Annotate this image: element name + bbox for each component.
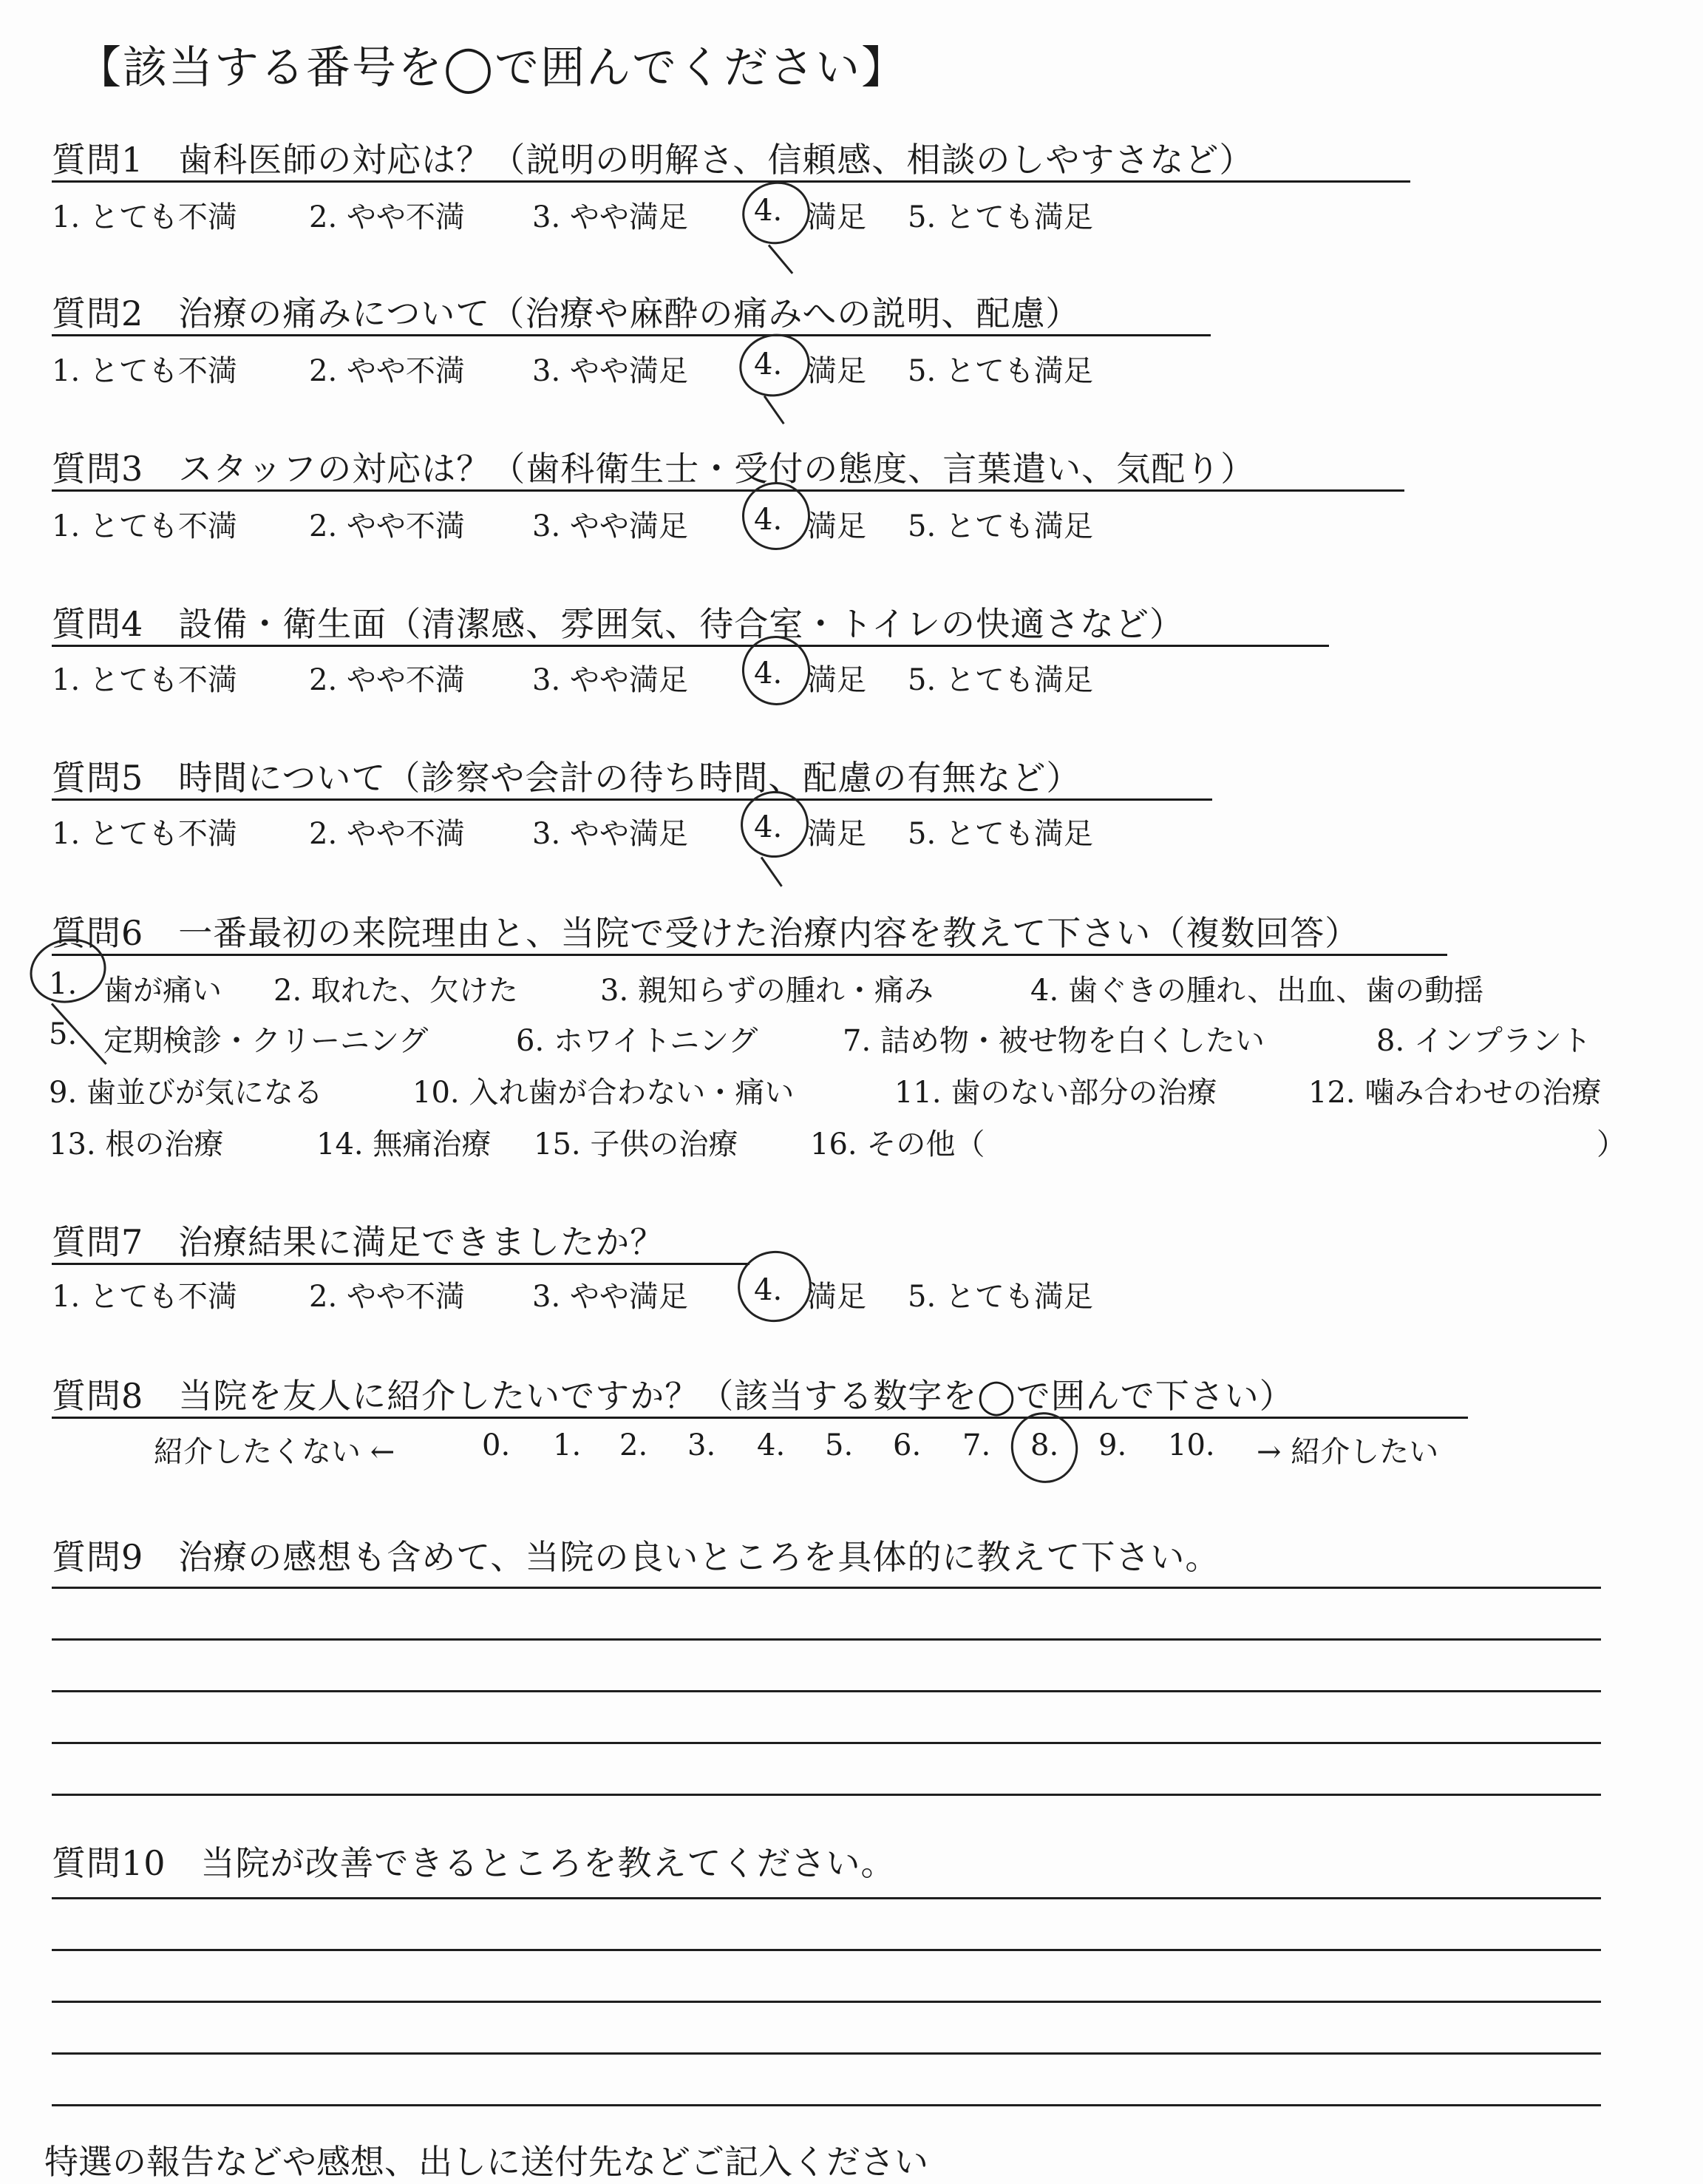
question-3-title: 質問3 スタッフの対応は？（歯科衛生士・受付の態度、言葉遣い、気配り） [52, 449, 1256, 489]
q5-option-2[interactable]: 2. やや不満 [309, 817, 465, 851]
q6-option-12[interactable]: 12. 噛み合わせの治療 [1308, 1076, 1602, 1110]
answer-line [52, 2001, 1601, 2003]
q8-option-7[interactable]: 7. [962, 1428, 991, 1462]
q4-option-5[interactable]: 5. とても満足 [908, 663, 1093, 697]
q3-option-4[interactable]: 4. [754, 503, 783, 537]
q8-option-3[interactable]: 3. [687, 1428, 716, 1462]
q7-selection-circle [730, 1243, 819, 1329]
q8-option-8[interactable]: 8. [1030, 1428, 1059, 1462]
q6-option-7[interactable]: 7. 詰め物・被せ物を白くしたい [843, 1024, 1265, 1058]
q3-option-5[interactable]: 5. とても満足 [908, 509, 1093, 543]
q8-option-2[interactable]: 2. [619, 1428, 648, 1462]
q6-option-10[interactable]: 10. 入れ歯が合わない・痛い [412, 1076, 795, 1110]
answer-line [52, 1690, 1601, 1692]
q8-option-10[interactable]: 10. [1168, 1428, 1215, 1462]
question-5-title: 質問5 時間について（診察や会計の待ち時間、配慮の有無など） [52, 758, 1081, 798]
q6-option-15[interactable]: 15. 子供の治療 [534, 1127, 738, 1161]
question-1-underline [52, 180, 1410, 183]
q5-option-5[interactable]: 5. とても満足 [908, 817, 1093, 851]
q3-option-2[interactable]: 2. やや不満 [309, 509, 465, 543]
q6-option-9[interactable]: 9. 歯並びが気になる [49, 1076, 323, 1110]
q7-option-5[interactable]: 5. とても満足 [908, 1280, 1093, 1314]
q1-option-2[interactable]: 2. やや不満 [309, 200, 465, 234]
question-2-underline [52, 334, 1211, 336]
q6-option-16[interactable]: 16. その他（ [810, 1127, 985, 1161]
q3-option-1[interactable]: 1. とても不満 [52, 509, 237, 543]
q8-left-label: 紹介したくない ← [154, 1435, 395, 1469]
q8-option-4[interactable]: 4. [757, 1428, 786, 1462]
q5-option-4-label: 満足 [807, 817, 866, 851]
q2-option-3[interactable]: 3. やや満足 [532, 354, 688, 388]
q7-option-4-label: 満足 [807, 1280, 866, 1314]
q8-option-5[interactable]: 5. [825, 1428, 854, 1462]
answer-line [52, 1742, 1601, 1744]
q1-option-4[interactable]: 4. [754, 194, 783, 228]
q2-selection-stroke [764, 396, 785, 424]
q2-selection-circle [732, 327, 816, 404]
q1-option-3[interactable]: 3. やや満足 [532, 200, 688, 234]
question-9-title: 質問9 治療の感想も含めて、当院の良いところを具体的に教えて下さい。 [52, 1537, 1220, 1577]
q8-option-0[interactable]: 0. [482, 1428, 511, 1462]
q7-option-1[interactable]: 1. とても不満 [52, 1280, 237, 1314]
answer-line [52, 1897, 1601, 1899]
answer-line [52, 1794, 1601, 1796]
answer-line [52, 1949, 1601, 1951]
form-heading: 【該当する番号を◯で囲んでください】 [77, 42, 908, 94]
question-2-title: 質問2 治療の痛みについて（治療や麻酔の痛みへの説明、配慮） [52, 294, 1081, 333]
q7-option-2[interactable]: 2. やや不満 [309, 1280, 465, 1314]
q4-option-4[interactable]: 4. [754, 657, 783, 691]
q4-option-1[interactable]: 1. とても不満 [52, 663, 237, 697]
q1-option-4-label: 満足 [807, 200, 866, 234]
q8-option-1[interactable]: 1. [553, 1428, 582, 1462]
question-6-title: 質問6 一番最初の来院理由と、当院で受けた治療内容を教えて下さい（複数回答） [52, 913, 1360, 953]
answer-line [52, 1587, 1601, 1589]
q7-option-3[interactable]: 3. やや満足 [532, 1280, 688, 1314]
q6-option-3[interactable]: 3. 親知らずの腫れ・痛み [600, 974, 934, 1008]
answer-line [52, 2052, 1601, 2055]
q2-option-1[interactable]: 1. とても不満 [52, 354, 237, 388]
answer-line [52, 1638, 1601, 1641]
q8-right-label: → 紹介したい [1257, 1435, 1439, 1469]
q2-option-2[interactable]: 2. やや不満 [309, 354, 465, 388]
q6-option-1[interactable]: 1. [49, 967, 78, 1001]
q1-selection-stroke [768, 245, 793, 274]
question-3-underline [52, 489, 1404, 492]
q4-option-4-label: 満足 [807, 663, 866, 697]
q6-option-5[interactable]: 5. [49, 1017, 78, 1051]
q6-option-14[interactable]: 14. 無痛治療 [316, 1127, 492, 1161]
q8-option-6[interactable]: 6. [893, 1428, 922, 1462]
q6-option-6[interactable]: 6. ホワイトニング [516, 1024, 758, 1058]
question-7-underline [52, 1263, 749, 1265]
q2-option-4[interactable]: 4. [754, 347, 783, 381]
q6-option-4[interactable]: 4. 歯ぐきの腫れ、出血、歯の動揺 [1030, 974, 1484, 1008]
q7-option-4[interactable]: 4. [754, 1273, 783, 1307]
question-10-title: 質問10 当院が改善できるところを教えてください。 [52, 1843, 896, 1883]
answer-line [52, 2104, 1601, 2106]
q6-option-13[interactable]: 13. 根の治療 [49, 1127, 224, 1161]
q6-option-1-label: 歯が痛い [103, 974, 222, 1008]
question-4-title: 質問4 設備・衛生面（清潔感、雰囲気、待合室・トイレの快適さなど） [52, 604, 1184, 644]
footer-cut-text: 特選の報告などや感想、出しに送付先などご記入ください [44, 2142, 928, 2182]
q8-option-9[interactable]: 9. [1098, 1428, 1127, 1462]
q3-option-3[interactable]: 3. やや満足 [532, 509, 688, 543]
question-1-title: 質問1 歯科医師の対応は？（説明の明解さ、信頼感、相談のしやすさなど） [52, 140, 1254, 180]
question-8-title: 質問8 当院を友人に紹介したいですか？（該当する数字を◯で囲んで下さい） [52, 1376, 1294, 1416]
q4-option-2[interactable]: 2. やや不満 [309, 663, 465, 697]
q6-option-5-label: 定期検診・クリーニング [103, 1024, 429, 1058]
q5-option-4[interactable]: 4. [754, 810, 783, 844]
q5-option-1[interactable]: 1. とても不満 [52, 817, 237, 851]
q1-option-1[interactable]: 1. とても不満 [52, 200, 237, 234]
question-8-underline [52, 1417, 1468, 1419]
q6-other-close-paren: ） [1597, 1127, 1626, 1161]
q2-option-5[interactable]: 5. とても満足 [908, 354, 1093, 388]
q1-selection-circle [735, 174, 817, 251]
q6-option-11[interactable]: 11. 歯のない部分の治療 [894, 1076, 1217, 1110]
q5-selection-stroke [761, 857, 783, 887]
q6-option-8[interactable]: 8. インプラント [1376, 1024, 1591, 1058]
question-5-underline [52, 798, 1212, 801]
q4-option-3[interactable]: 3. やや満足 [532, 663, 688, 697]
question-6-underline [52, 954, 1447, 956]
q1-option-5[interactable]: 5. とても満足 [908, 200, 1093, 234]
q3-option-4-label: 満足 [807, 509, 866, 543]
q6-option-2[interactable]: 2. 取れた、欠けた [273, 974, 518, 1008]
question-4-underline [52, 645, 1329, 647]
q2-option-4-label: 満足 [807, 354, 866, 388]
question-7-title: 質問7 治療結果に満足できましたか？ [52, 1222, 665, 1262]
q5-option-3[interactable]: 3. やや満足 [532, 817, 688, 851]
